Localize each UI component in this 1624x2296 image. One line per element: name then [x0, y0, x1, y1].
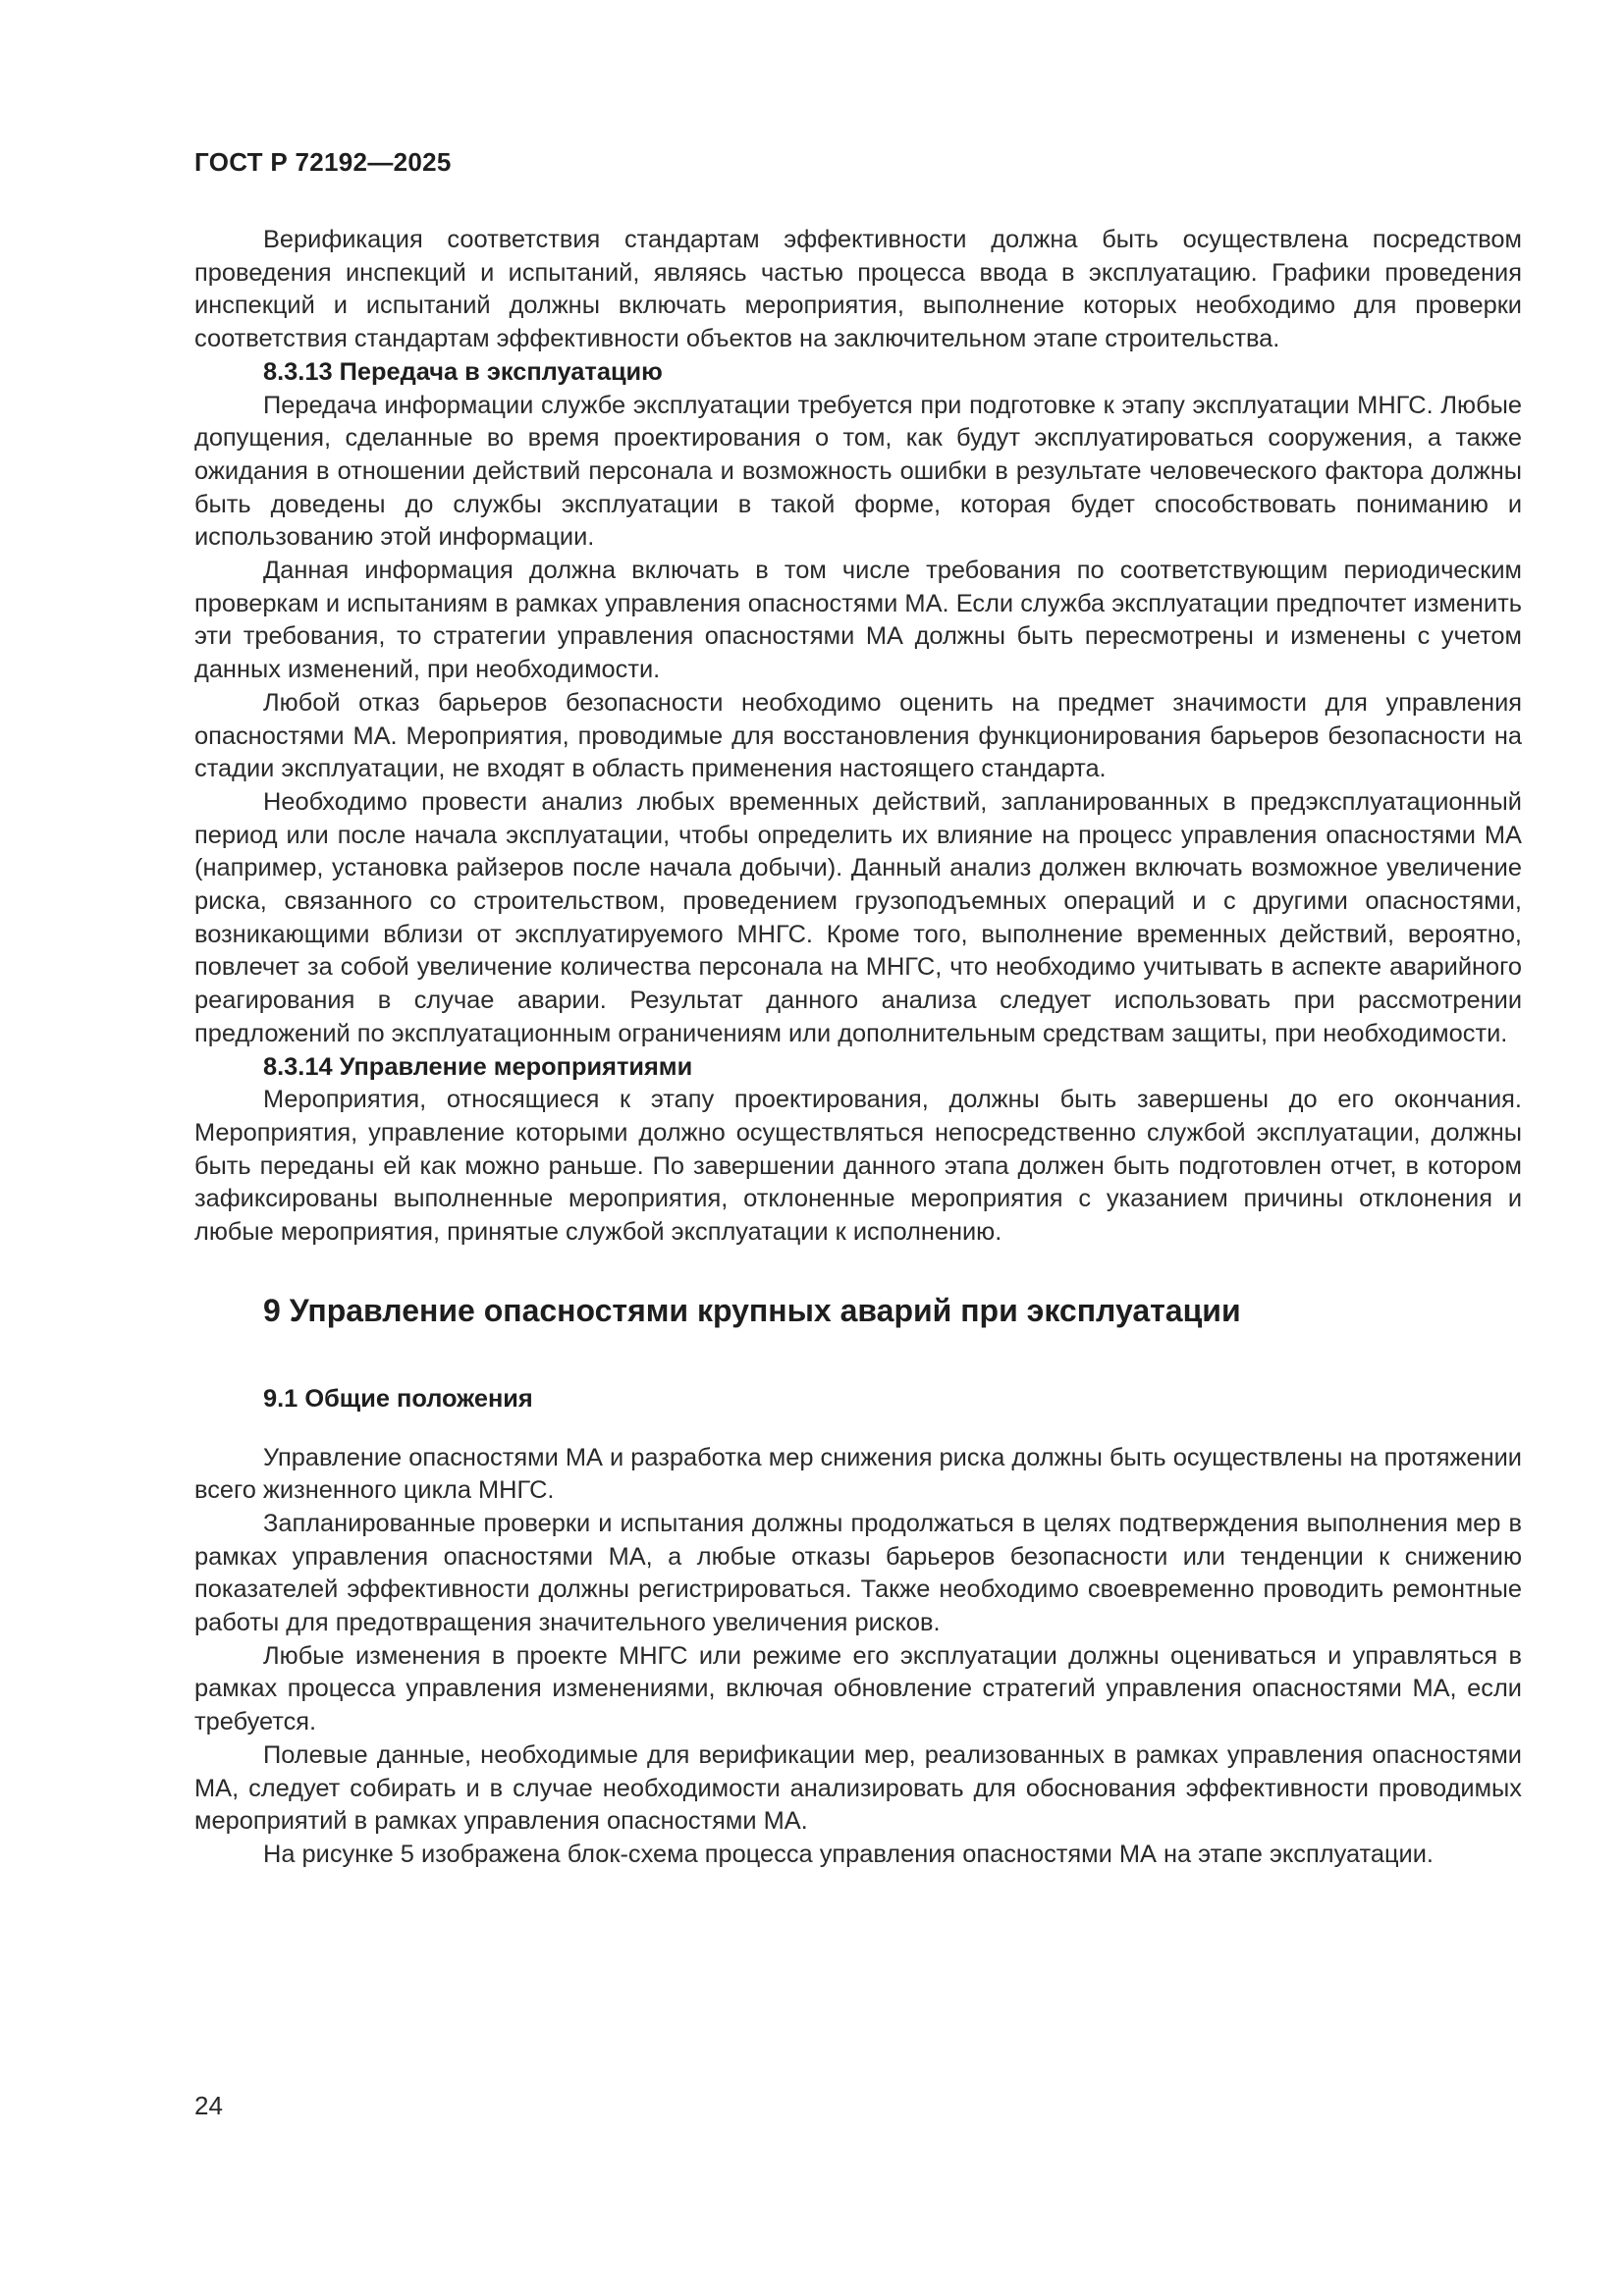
section-9-1-heading: 9.1 Общие положения	[263, 1384, 533, 1413]
section-8-3-14-heading: 8.3.14 Управление мероприятиями	[263, 1052, 693, 1081]
paragraph-field-data: Полевые данные, необходимые для верификации мер, реализованных в рамках управления опасностями МА, следует собирать и в случае необходимости анализировать для обоснования эффективности проводимых мероприятий в рамках управления опасностями МА.	[194, 1740, 1522, 1836]
paragraph-lifecycle: Управление опасностями МА и разработка мер снижения риска должны быть осуществлены на протяжении всего жизненного цикла МНГС.	[194, 1443, 1522, 1505]
paragraph-planned-checks: Запланированные проверки и испытания должны продолжаться в целях подтверждения выполнения мер в рамках управления опасностями МА, а любые отказы барьеров безопасности или тенденции к снижению показателей эффективности должны регистрироваться. Также необходимо своевременно проводить ремонтные работы для предотвращения значительного увеличения рисков.	[194, 1509, 1522, 1637]
paragraph-change-management: Любые изменения в проекте МНГС или режиме его эксплуатации должны оцениваться и управляться в рамках процесса управления изменениями, включая обновление стратегий управления опасностями МА, если требуется.	[194, 1641, 1522, 1736]
paragraph-verification: Верификация соответствия стандартам эффективности должна быть осуществлена посредством проведения инспекций и испытаний, являясь частью процесса ввода в эксплуатацию. Графики проведения инспекций и испытаний должны включать мероприятия, выполнение которых необходимо для проверки соответствия стандартам эффективности объектов на заключительном этапе строительства.	[194, 226, 1522, 353]
document-header-id: ГОСТ Р 72192—2025	[194, 147, 452, 177]
paragraph-periodic-checks: Данная информация должна включать в том числе требования по соответствующим периодическим проверкам и испытаниям в рамках управления опасностями МА. Если служба эксплуатации предпочтет изменить эти требования, то стратегии управления опасностями МА должны быть пересмотрены и изменены с учетом данных изменений, при необходимости.	[194, 557, 1522, 684]
section-9-heading: 9 Управление опасностями крупных аварий при эксплуатации	[263, 1292, 1241, 1328]
paragraph-temporary-actions: Необходимо провести анализ любых временных действий, запланированных в предэксплуатационный период или после начала эксплуатации, чтобы определить их влияние на процесс управления опасностями МА (например, установка райзеров после начала добычи). Данный анализ должен включать возможное увеличение риска, связанного со строительством, проведением грузоподъемных операций и с другими опасностями, возникающими вблизи от эксплуатируемого МНГС. Кроме того, выполнение временных действий, вероятно, повлечет за собой увеличение количества персонала на МНГС, что необходимо учитывать в аспекте аварийного реагирования в случае аварии. Результат данного анализа следует использовать при рассмотрении предложений по эксплуатационным ограничениям или дополнительным средствам защиты, при необходимости.	[194, 787, 1522, 1047]
page-content	[194, 224, 1522, 1872]
paragraph-figure-reference: На рисунке 5 изображена блок-схема процесса управления опасностями МА на этапе эксплуатации.	[263, 1840, 1434, 1868]
paragraph-barrier-failure: Любой отказ барьеров безопасности необходимо оценить на предмет значимости для управления опасностями МА. Мероприятия, проводимые для восстановления функционирования барьеров безопасности на стадии эксплуатации, не входят в область применения настоящего стандарта.	[194, 688, 1522, 783]
paragraph-activity-management: Мероприятия, относящиеся к этапу проектирования, должны быть завершены до его окончания. Мероприятия, управление которыми должно осуществляться непосредственно службой эксплуатации, должны быть переданы ей как можно раньше. По завершении данного этапа должен быть подготовлен отчет, в котором зафиксированы выполненные мероприятия, отклоненные мероприятия с указанием причины отклонения и любые мероприятия, принятые службой эксплуатации к исполнению.	[194, 1086, 1522, 1247]
section-8-3-13-heading: 8.3.13 Передача в эксплуатацию	[263, 357, 663, 386]
paragraph-handover-info: Передача информации службе эксплуатации требуется при подготовке к этапу эксплуатации МНГС. Любые допущения, сделанные во время проектирования о том, как будут эксплуатироваться сооружения, а также ожидания в отношении действий персонала и возможность ошибки в результате человеческого фактора должны быть доведены до службы эксплуатации в такой форме, которая будет способствовать пониманию и использованию этой информации.	[194, 391, 1522, 552]
page-number: 24	[194, 2091, 223, 2120]
